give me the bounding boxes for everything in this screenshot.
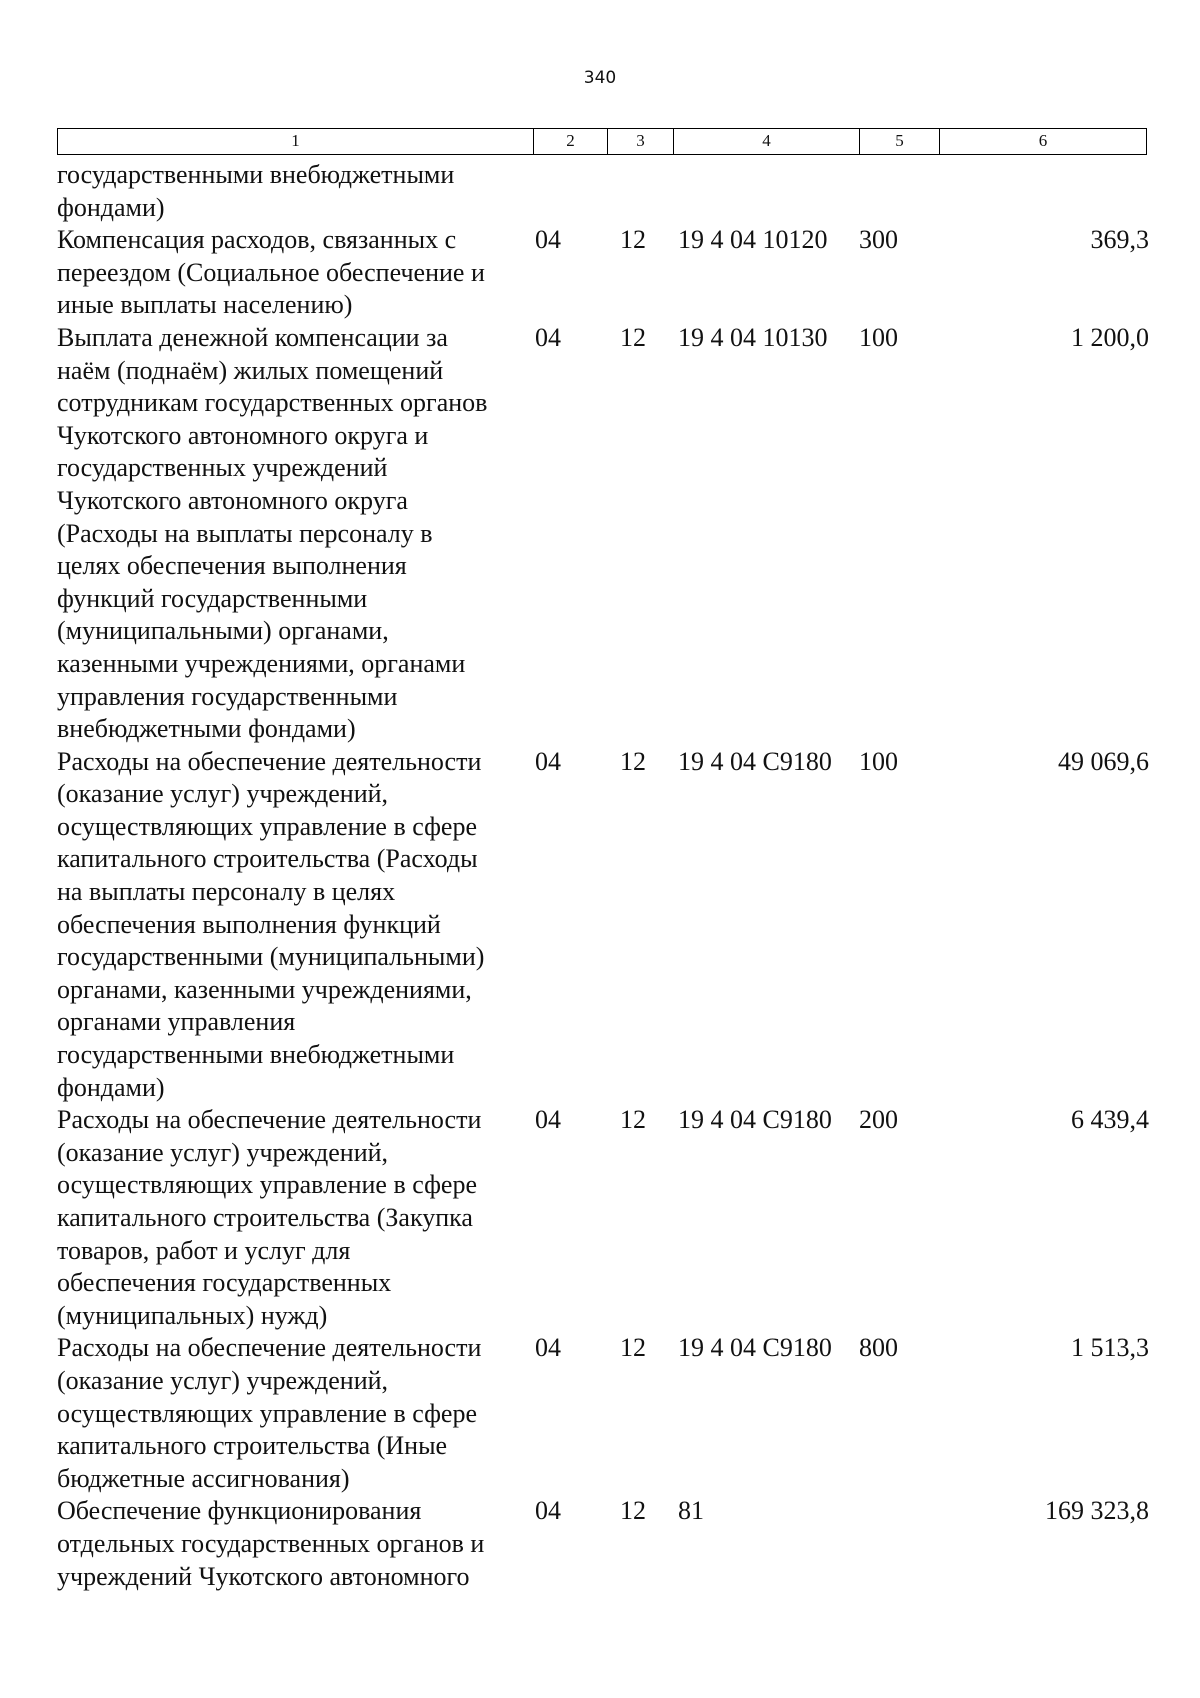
section-code: 04 — [535, 746, 561, 776]
amount: 1 200,0 — [1071, 322, 1149, 352]
amount: 369,3 — [1090, 225, 1149, 255]
description-line: (оказание услуг) учреждений, — [57, 1137, 389, 1167]
description-line: иные выплаты населению) — [57, 290, 353, 320]
description-line: казенными учреждениями, органами — [57, 648, 466, 678]
column-header-5: 5 — [860, 129, 940, 154]
target-article-code: 19 4 04 10130 — [678, 322, 828, 352]
description-line: переездом (Социальное обеспечение и — [57, 257, 485, 287]
target-article-code: 81 — [678, 1496, 704, 1526]
subsection-code: 12 — [620, 1333, 646, 1363]
row-description — [57, 1104, 533, 1332]
row-description — [57, 1495, 533, 1593]
description-line: обеспечения выполнения функций — [57, 909, 441, 939]
table-row — [57, 159, 1149, 224]
description-line: Расходы на обеспечение деятельности — [57, 1105, 482, 1135]
row-description — [57, 322, 533, 746]
column-header-3: 3 — [608, 129, 674, 154]
description-line: фондами) — [57, 1072, 165, 1102]
description-line: органами управления — [57, 1007, 296, 1037]
table-body — [57, 159, 1149, 1593]
description-line: государственными (муниципальными) — [57, 942, 485, 972]
description-line: осуществляющих управление в сфере — [57, 1398, 478, 1428]
target-article-code: 19 4 04 С9180 — [678, 1105, 832, 1135]
page-number: 340 — [583, 68, 617, 88]
description-line: (муниципальных) нужд) — [57, 1300, 328, 1330]
expense-type-code: 200 — [859, 1105, 898, 1135]
description-line: учреждений Чукотского автономного — [57, 1561, 470, 1591]
table-row — [57, 322, 1149, 746]
section-code: 04 — [535, 225, 561, 255]
target-article-code: 19 4 04 С9180 — [678, 1333, 832, 1363]
expense-type-code: 100 — [859, 746, 898, 776]
table-row — [57, 1332, 1149, 1495]
description-line: капитального строительства (Расходы — [57, 844, 478, 874]
subsection-code: 12 — [620, 322, 646, 352]
column-header-1: 1 — [58, 129, 534, 154]
row-description — [57, 159, 533, 224]
column-header-row — [57, 128, 1147, 155]
column-header-4: 4 — [674, 129, 860, 154]
subsection-code: 12 — [620, 1496, 646, 1526]
description-line: внебюджетными фондами) — [57, 714, 356, 744]
description-line: фондами) — [57, 192, 165, 222]
description-line: (Расходы на выплаты персоналу в — [57, 518, 433, 548]
expense-type-code: 100 — [859, 322, 898, 352]
description-line: государственных учреждений — [57, 453, 388, 483]
description-line: целях обеспечения выполнения — [57, 551, 407, 581]
description-line: управления государственными — [57, 681, 398, 711]
target-article-code: 19 4 04 С9180 — [678, 746, 832, 776]
subsection-code: 12 — [620, 1105, 646, 1135]
expense-type-code: 300 — [859, 225, 898, 255]
description-line: бюджетные ассигнования) — [57, 1463, 350, 1493]
section-code: 04 — [535, 1333, 561, 1363]
expense-type-code: 800 — [859, 1333, 898, 1363]
amount: 6 439,4 — [1071, 1105, 1149, 1135]
description-line: (оказание услуг) учреждений, — [57, 779, 389, 809]
description-line: Чукотского автономного округа и — [57, 420, 429, 450]
description-line: государственными внебюджетными — [57, 1040, 455, 1070]
amount: 49 069,6 — [1058, 746, 1149, 776]
row-description — [57, 224, 533, 322]
table-row — [57, 224, 1149, 322]
description-line: (оказание услуг) учреждений, — [57, 1365, 389, 1395]
description-line: капитального строительства (Закупка — [57, 1203, 473, 1232]
description-line: Обеспечение функционирования — [57, 1496, 422, 1526]
section-code: 04 — [535, 322, 561, 352]
description-line: (муниципальными) органами, — [57, 616, 389, 646]
section-code: 04 — [535, 1105, 561, 1135]
column-header-2: 2 — [534, 129, 608, 154]
subsection-code: 12 — [620, 746, 646, 776]
description-line: органами, казенными учреждениями, — [57, 974, 472, 1004]
description-line: функций государственными — [57, 583, 368, 613]
description-line: Выплата денежной компенсации за — [57, 322, 448, 352]
table-row — [57, 1104, 1149, 1332]
description-line: обеспечения государственных — [57, 1268, 392, 1298]
target-article-code: 19 4 04 10120 — [678, 225, 828, 255]
description-line: Чукотского автономного округа — [57, 485, 408, 515]
description-line: осуществляющих управление в сфере — [57, 811, 478, 841]
amount: 169 323,8 — [1045, 1496, 1149, 1526]
description-line: государственными внебюджетными — [57, 160, 455, 189]
section-code: 04 — [535, 1496, 561, 1526]
amount: 1 513,3 — [1071, 1333, 1149, 1363]
description-line: осуществляющих управление в сфере — [57, 1170, 478, 1200]
row-description — [57, 746, 533, 1105]
row-description — [57, 1332, 533, 1495]
subsection-code: 12 — [620, 225, 646, 255]
description-line: капитального строительства (Иные — [57, 1431, 448, 1461]
description-line: товаров, работ и услуг для — [57, 1235, 351, 1265]
table-row — [57, 746, 1149, 1105]
table-row — [57, 1495, 1149, 1593]
description-line: наём (поднаём) жилых помещений — [57, 355, 444, 385]
description-line: сотрудникам государственных органов — [57, 388, 488, 418]
column-header-6: 6 — [1038, 131, 1048, 150]
description-line: Расходы на обеспечение деятельности — [57, 746, 482, 776]
description-line: на выплаты персоналу в целях — [57, 877, 396, 907]
description-line: Расходы на обеспечение деятельности — [57, 1333, 482, 1363]
description-line: Компенсация расходов, связанных с — [57, 225, 457, 255]
description-line: отдельных государственных органов и — [57, 1528, 485, 1558]
